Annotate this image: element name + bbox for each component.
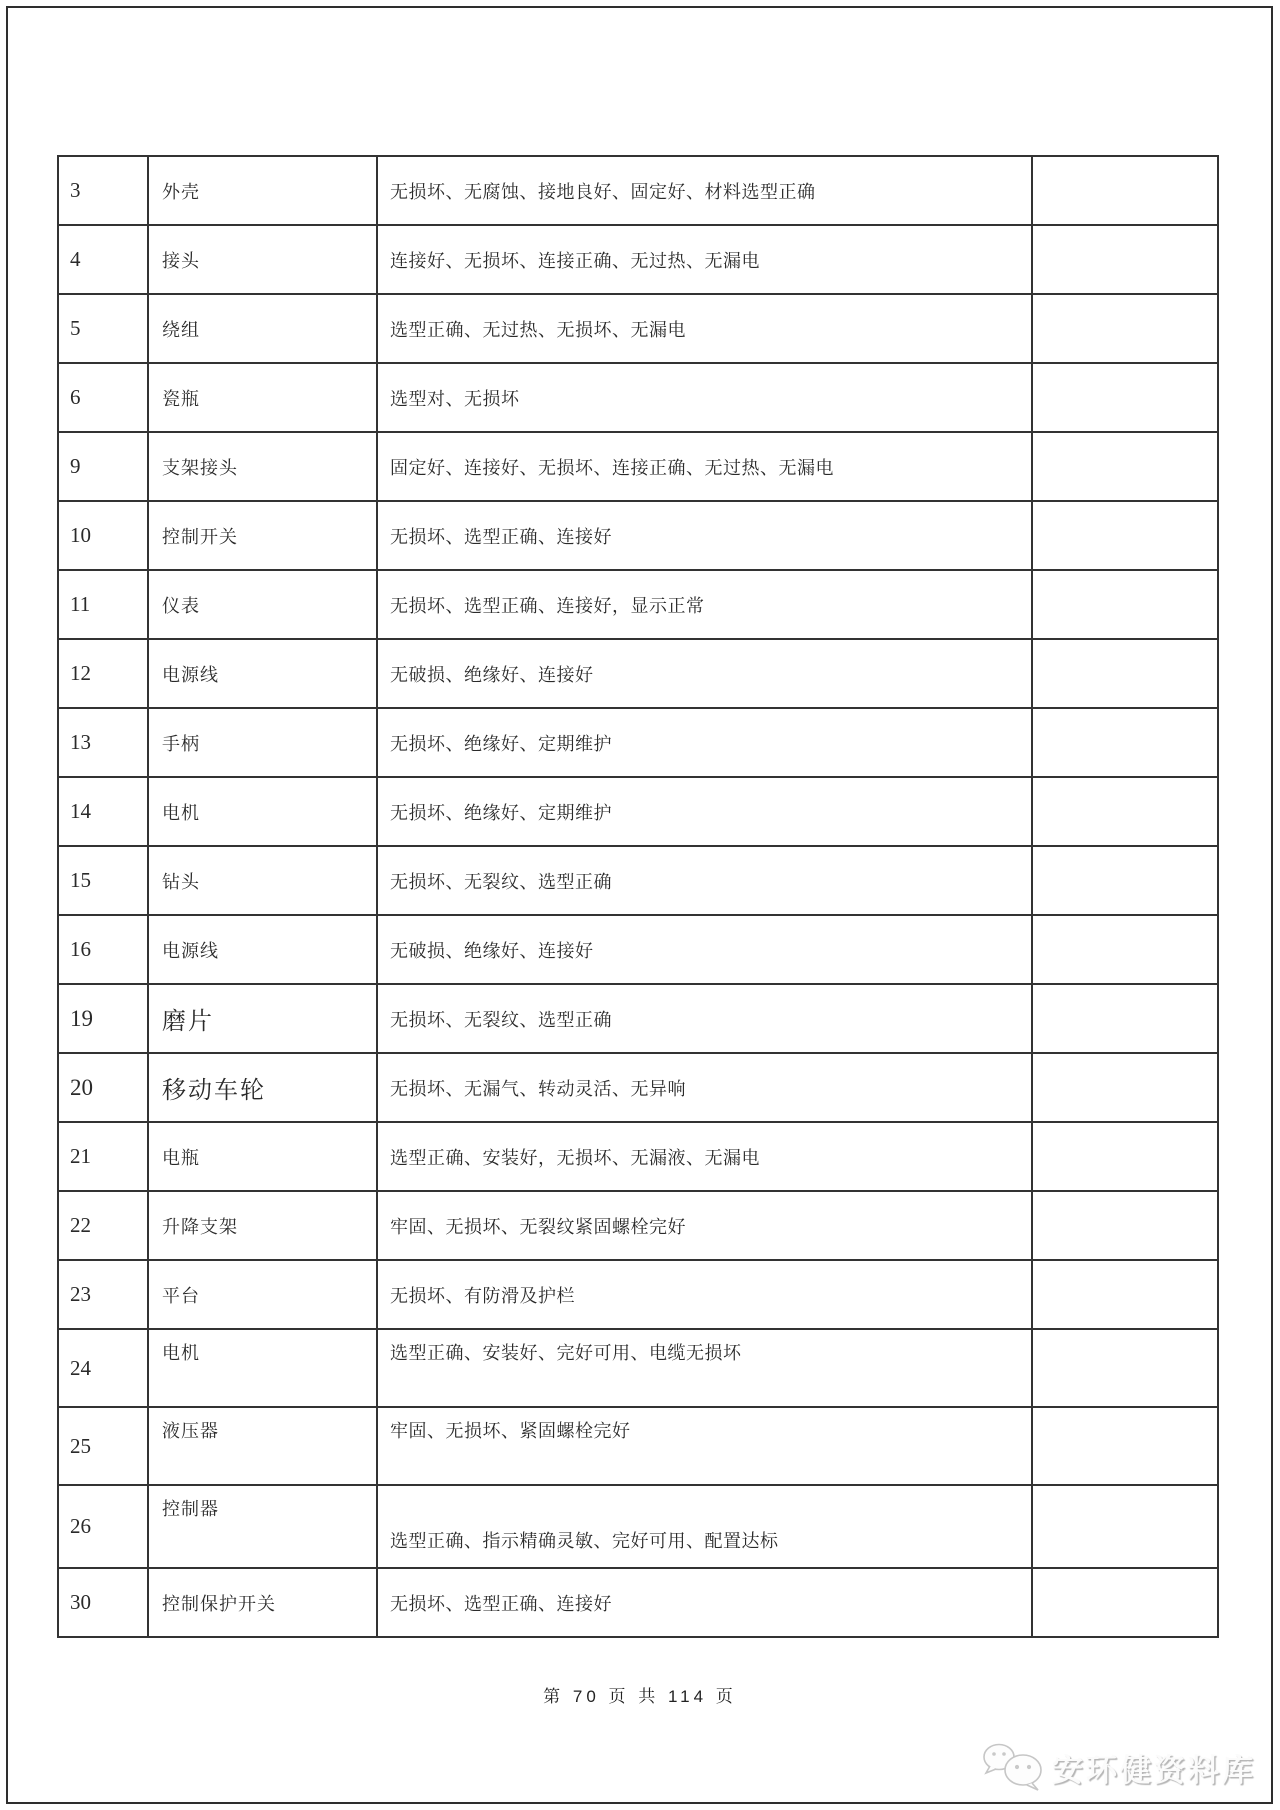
criteria-cell: 无损坏、选型正确、连接好 bbox=[377, 1568, 1032, 1637]
table-row bbox=[58, 1407, 1218, 1485]
row-number-cell: 3 bbox=[58, 156, 148, 225]
result-cell bbox=[1032, 639, 1218, 708]
criteria-cell: 牢固、无损坏、无裂纹紧固螺栓完好 bbox=[377, 1191, 1032, 1260]
item-name-cell: 钻头 bbox=[148, 846, 377, 915]
table-row bbox=[58, 225, 1218, 294]
result-cell bbox=[1032, 570, 1218, 639]
table-row bbox=[58, 570, 1218, 639]
row-number-cell: 19 bbox=[58, 984, 148, 1053]
criteria-cell: 固定好、连接好、无损坏、连接正确、无过热、无漏电 bbox=[377, 432, 1032, 501]
result-cell bbox=[1032, 501, 1218, 570]
table-row bbox=[58, 156, 1218, 225]
criteria-cell: 无损坏、无裂纹、选型正确 bbox=[377, 984, 1032, 1053]
item-name-cell: 支架接头 bbox=[148, 432, 377, 501]
table-row bbox=[58, 777, 1218, 846]
row-number-cell: 23 bbox=[58, 1260, 148, 1329]
table-row bbox=[58, 1568, 1218, 1637]
table-row bbox=[58, 915, 1218, 984]
row-number-cell: 16 bbox=[58, 915, 148, 984]
item-name-cell: 电机 bbox=[148, 1329, 377, 1407]
item-name-cell: 移动车轮 bbox=[148, 1053, 377, 1122]
table-row bbox=[58, 708, 1218, 777]
row-number-cell: 13 bbox=[58, 708, 148, 777]
item-name-cell: 接头 bbox=[148, 225, 377, 294]
row-number-cell: 4 bbox=[58, 225, 148, 294]
criteria-cell: 无损坏、无裂纹、选型正确 bbox=[377, 846, 1032, 915]
row-number-cell: 30 bbox=[58, 1568, 148, 1637]
item-name-cell: 控制器 bbox=[148, 1485, 377, 1568]
table-row bbox=[58, 639, 1218, 708]
item-name-cell: 绕组 bbox=[148, 294, 377, 363]
criteria-cell: 无损坏、无漏气、转动灵活、无异响 bbox=[377, 1053, 1032, 1122]
result-cell bbox=[1032, 1568, 1218, 1637]
table-row bbox=[58, 1329, 1218, 1407]
criteria-cell: 牢固、无损坏、紧固螺栓完好 bbox=[377, 1407, 1032, 1485]
table-row bbox=[58, 432, 1218, 501]
item-name-cell: 仪表 bbox=[148, 570, 377, 639]
item-name-cell: 电机 bbox=[148, 777, 377, 846]
result-cell bbox=[1032, 156, 1218, 225]
result-cell bbox=[1032, 1260, 1218, 1329]
row-number-cell: 21 bbox=[58, 1122, 148, 1191]
table-row bbox=[58, 846, 1218, 915]
table-row bbox=[58, 1122, 1218, 1191]
item-name-cell: 电源线 bbox=[148, 915, 377, 984]
table-body bbox=[58, 156, 1218, 1637]
result-cell bbox=[1032, 1407, 1218, 1485]
result-cell bbox=[1032, 915, 1218, 984]
table-row bbox=[58, 294, 1218, 363]
row-number-cell: 22 bbox=[58, 1191, 148, 1260]
item-name-cell: 控制保护开关 bbox=[148, 1568, 377, 1637]
item-name-cell: 平台 bbox=[148, 1260, 377, 1329]
criteria-cell: 连接好、无损坏、连接正确、无过热、无漏电 bbox=[377, 225, 1032, 294]
row-number-cell: 25 bbox=[58, 1407, 148, 1485]
criteria-cell: 选型正确、指示精确灵敏、完好可用、配置达标 bbox=[377, 1485, 1032, 1568]
table-row bbox=[58, 984, 1218, 1053]
item-name-cell: 瓷瓶 bbox=[148, 363, 377, 432]
result-cell bbox=[1032, 708, 1218, 777]
result-cell bbox=[1032, 1122, 1218, 1191]
criteria-cell: 无损坏、有防滑及护栏 bbox=[377, 1260, 1032, 1329]
result-cell bbox=[1032, 846, 1218, 915]
result-cell bbox=[1032, 432, 1218, 501]
item-name-cell: 外壳 bbox=[148, 156, 377, 225]
table-row bbox=[58, 501, 1218, 570]
page-number-text: 第 70 页 共 114 页 bbox=[543, 1687, 737, 1706]
chat-bubbles-icon bbox=[982, 1742, 1044, 1792]
criteria-cell: 无损坏、无腐蚀、接地良好、固定好、材料选型正确 bbox=[377, 156, 1032, 225]
criteria-cell: 选型正确、无过热、无损坏、无漏电 bbox=[377, 294, 1032, 363]
row-number-cell: 11 bbox=[58, 570, 148, 639]
result-cell bbox=[1032, 1329, 1218, 1407]
row-number-cell: 20 bbox=[58, 1053, 148, 1122]
result-cell bbox=[1032, 1053, 1218, 1122]
row-number-cell: 10 bbox=[58, 501, 148, 570]
watermark-text: 安环健资料库 bbox=[1052, 1752, 1256, 1788]
item-name-cell: 电源线 bbox=[148, 639, 377, 708]
row-number-cell: 26 bbox=[58, 1485, 148, 1568]
table-row bbox=[58, 1260, 1218, 1329]
row-number-cell: 12 bbox=[58, 639, 148, 708]
item-name-cell: 电瓶 bbox=[148, 1122, 377, 1191]
criteria-cell: 选型正确、安装好，无损坏、无漏液、无漏电 bbox=[377, 1122, 1032, 1191]
criteria-cell: 无损坏、绝缘好、定期维护 bbox=[377, 708, 1032, 777]
result-cell bbox=[1032, 225, 1218, 294]
item-name-cell: 液压器 bbox=[148, 1407, 377, 1485]
criteria-cell: 选型对、无损坏 bbox=[377, 363, 1032, 432]
item-name-cell: 磨片 bbox=[148, 984, 377, 1053]
row-number-cell: 9 bbox=[58, 432, 148, 501]
row-number-cell: 24 bbox=[58, 1329, 148, 1407]
criteria-cell: 无损坏、绝缘好、定期维护 bbox=[377, 777, 1032, 846]
table-row bbox=[58, 363, 1218, 432]
item-name-cell: 手柄 bbox=[148, 708, 377, 777]
row-number-cell: 15 bbox=[58, 846, 148, 915]
item-name-cell: 控制开关 bbox=[148, 501, 377, 570]
criteria-cell: 选型正确、安装好、完好可用、电缆无损坏 bbox=[377, 1329, 1032, 1407]
table-row bbox=[58, 1053, 1218, 1122]
result-cell bbox=[1032, 777, 1218, 846]
row-number-cell: 6 bbox=[58, 363, 148, 432]
row-number-cell: 14 bbox=[58, 777, 148, 846]
inspection-table bbox=[57, 155, 1219, 1638]
result-cell bbox=[1032, 363, 1218, 432]
table-row bbox=[58, 1191, 1218, 1260]
criteria-cell: 无损坏、选型正确、连接好 bbox=[377, 501, 1032, 570]
result-cell bbox=[1032, 294, 1218, 363]
criteria-cell: 无破损、绝缘好、连接好 bbox=[377, 639, 1032, 708]
criteria-cell: 无破损、绝缘好、连接好 bbox=[377, 915, 1032, 984]
page-footer bbox=[0, 1682, 1280, 1707]
result-cell bbox=[1032, 1191, 1218, 1260]
item-name-cell: 升降支架 bbox=[148, 1191, 377, 1260]
result-cell bbox=[1032, 1485, 1218, 1568]
brand-watermark bbox=[982, 1742, 1256, 1792]
criteria-cell: 无损坏、选型正确、连接好，显示正常 bbox=[377, 570, 1032, 639]
table-row bbox=[58, 1485, 1218, 1568]
row-number-cell: 5 bbox=[58, 294, 148, 363]
result-cell bbox=[1032, 984, 1218, 1053]
